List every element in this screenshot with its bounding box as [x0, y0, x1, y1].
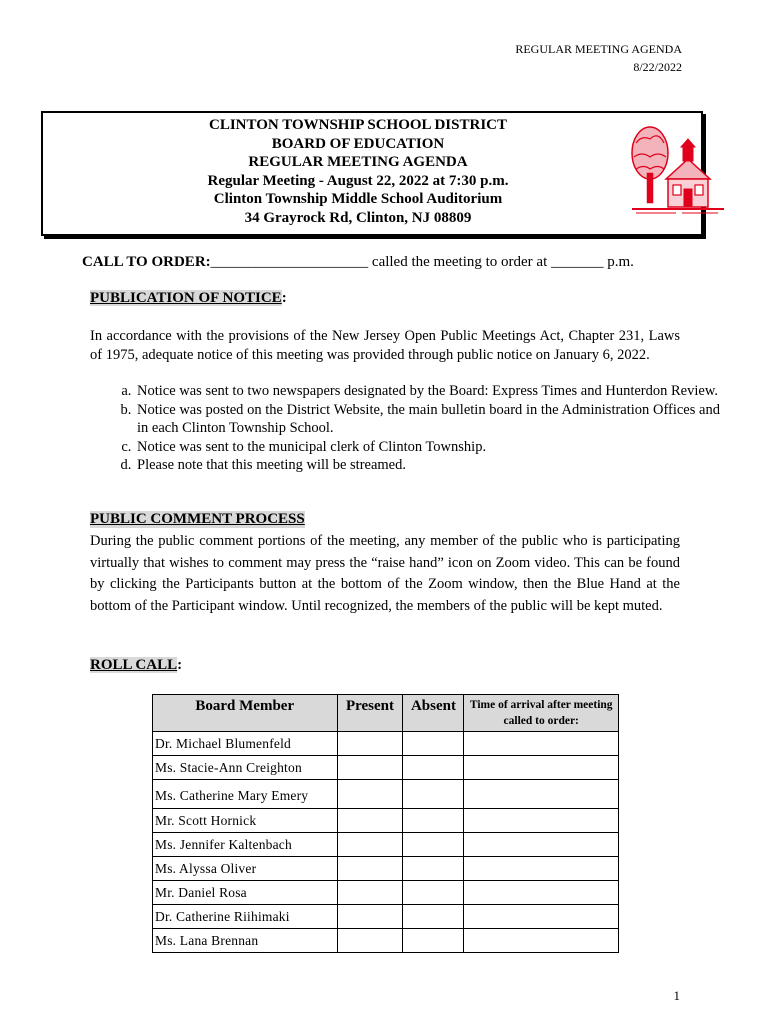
document-header: [515, 40, 682, 76]
member-name: Ms. Catherine Mary Emery: [153, 780, 338, 809]
meeting-venue: Clinton Township Middle School Auditorium: [213, 191, 503, 207]
table-row: [153, 756, 619, 780]
notice-list: [90, 382, 720, 475]
table-row: [153, 929, 619, 953]
present-cell[interactable]: [337, 857, 403, 881]
absent-cell[interactable]: [403, 929, 464, 953]
present-cell[interactable]: [337, 929, 403, 953]
publication-heading-colon: :: [281, 290, 287, 306]
list-item: a. Notice was sent to two newspapers designated by the Board: Express Times and Hunterdon Review.: [135, 382, 720, 401]
present-cell[interactable]: [337, 756, 403, 780]
roll-call-heading-colon: :: [177, 657, 183, 673]
member-name: Mr. Daniel Rosa: [153, 881, 338, 905]
column-header-arrival-time: Time of arrival after meeting called to order:: [464, 695, 619, 732]
member-name: Mr. Scott Hornick: [153, 809, 338, 833]
present-cell[interactable]: [337, 833, 403, 857]
present-cell[interactable]: [337, 905, 403, 929]
table-row: [153, 857, 619, 881]
present-cell[interactable]: [337, 881, 403, 905]
table-header-row: [153, 695, 619, 732]
member-name: Dr. Catherine Riihimaki: [153, 905, 338, 929]
absent-cell[interactable]: [403, 756, 464, 780]
table-row: [153, 809, 619, 833]
absent-cell[interactable]: [403, 809, 464, 833]
page-number: 1: [673, 988, 680, 1003]
table-row: [153, 905, 619, 929]
board-name: BOARD OF EDUCATION: [271, 135, 445, 152]
publication-paragraph: In accordance with the provisions of the New Jersey Open Public Meetings Act, Chapter 231, Laws of 1975, adequate notice of this meeting was provided through public notice on January 6, 2022.: [90, 328, 680, 363]
arrival-time-cell[interactable]: [464, 929, 619, 953]
roll-call-table: [152, 694, 619, 953]
member-name: Ms. Lana Brennan: [153, 929, 338, 953]
member-name: Ms. Jennifer Kaltenbach: [153, 833, 338, 857]
arrival-time-cell[interactable]: [464, 881, 619, 905]
roll-call-heading-row: [90, 657, 182, 674]
title-lines: [163, 116, 553, 227]
list-item: c. Notice was sent to the municipal clerk of Clinton Township.: [135, 438, 720, 457]
table-row: [153, 780, 619, 809]
publication-heading-row: [90, 290, 287, 307]
roll-call-heading: ROLL CALL: [90, 657, 178, 673]
title-block: [41, 111, 703, 236]
column-header-present: Present: [337, 695, 403, 732]
arrival-time-cell[interactable]: [464, 905, 619, 929]
member-name: Dr. Michael Blumenfeld: [153, 732, 338, 756]
list-item: b. Notice was posted on the District Website, the main bulletin board in the Administration Offices and in each Clinton Township School.: [135, 401, 720, 438]
arrival-time-cell[interactable]: [464, 833, 619, 857]
meeting-address: 34 Grayrock Rd, Clinton, NJ 08809: [244, 209, 472, 226]
arrival-time-cell[interactable]: [464, 857, 619, 881]
call-to-order-text: _____________________ called the meeting to order at _______ p.m.: [210, 254, 634, 270]
agenda-title: REGULAR MEETING AGENDA: [248, 154, 468, 170]
present-cell[interactable]: [337, 732, 403, 756]
table-row: [153, 833, 619, 857]
public-comment-heading: PUBLIC COMMENT PROCESS: [90, 511, 305, 527]
absent-cell[interactable]: [403, 857, 464, 881]
absent-cell[interactable]: [403, 732, 464, 756]
absent-cell[interactable]: [403, 881, 464, 905]
arrival-time-cell[interactable]: [464, 756, 619, 780]
table-row: [153, 881, 619, 905]
arrival-time-cell[interactable]: [464, 780, 619, 809]
public-comment-paragraph: During the public comment portions of the meeting, any member of the public who is participating virtually that wishes to comment may press the “raise hand” icon on Zoom video. This can be found by clicking the Participants button at the bottom of the Zoom window, then the Blue Hand at the bottom of the Participant window. Until recognized, the members of the public will be kept muted.: [90, 533, 680, 614]
call-to-order-label: CALL TO ORDER:: [82, 254, 211, 270]
absent-cell[interactable]: [403, 833, 464, 857]
column-header-board-member: Board Member: [153, 695, 338, 732]
schoolhouse-with-tree-icon: [628, 123, 728, 223]
header-date: 8/22/2022: [633, 60, 682, 74]
absent-cell[interactable]: [403, 780, 464, 809]
absent-cell[interactable]: [403, 905, 464, 929]
table-row: [153, 732, 619, 756]
arrival-time-cell[interactable]: [464, 732, 619, 756]
header-doc-label: REGULAR MEETING AGENDA: [515, 42, 682, 56]
column-header-absent: Absent: [403, 695, 464, 732]
publication-heading: PUBLICATION OF NOTICE: [90, 290, 282, 306]
meeting-datetime: Regular Meeting - August 22, 2022 at 7:30 p.m.: [207, 172, 509, 189]
list-item: d. Please note that this meeting will be streamed.: [135, 456, 720, 475]
call-to-order: [82, 254, 634, 271]
present-cell[interactable]: [337, 809, 403, 833]
arrival-time-cell[interactable]: [464, 809, 619, 833]
member-name: Ms. Alyssa Oliver: [153, 857, 338, 881]
member-name: Ms. Stacie-Ann Creighton: [153, 756, 338, 780]
present-cell[interactable]: [337, 780, 403, 809]
district-name: CLINTON TOWNSHIP SCHOOL DISTRICT: [208, 117, 507, 133]
